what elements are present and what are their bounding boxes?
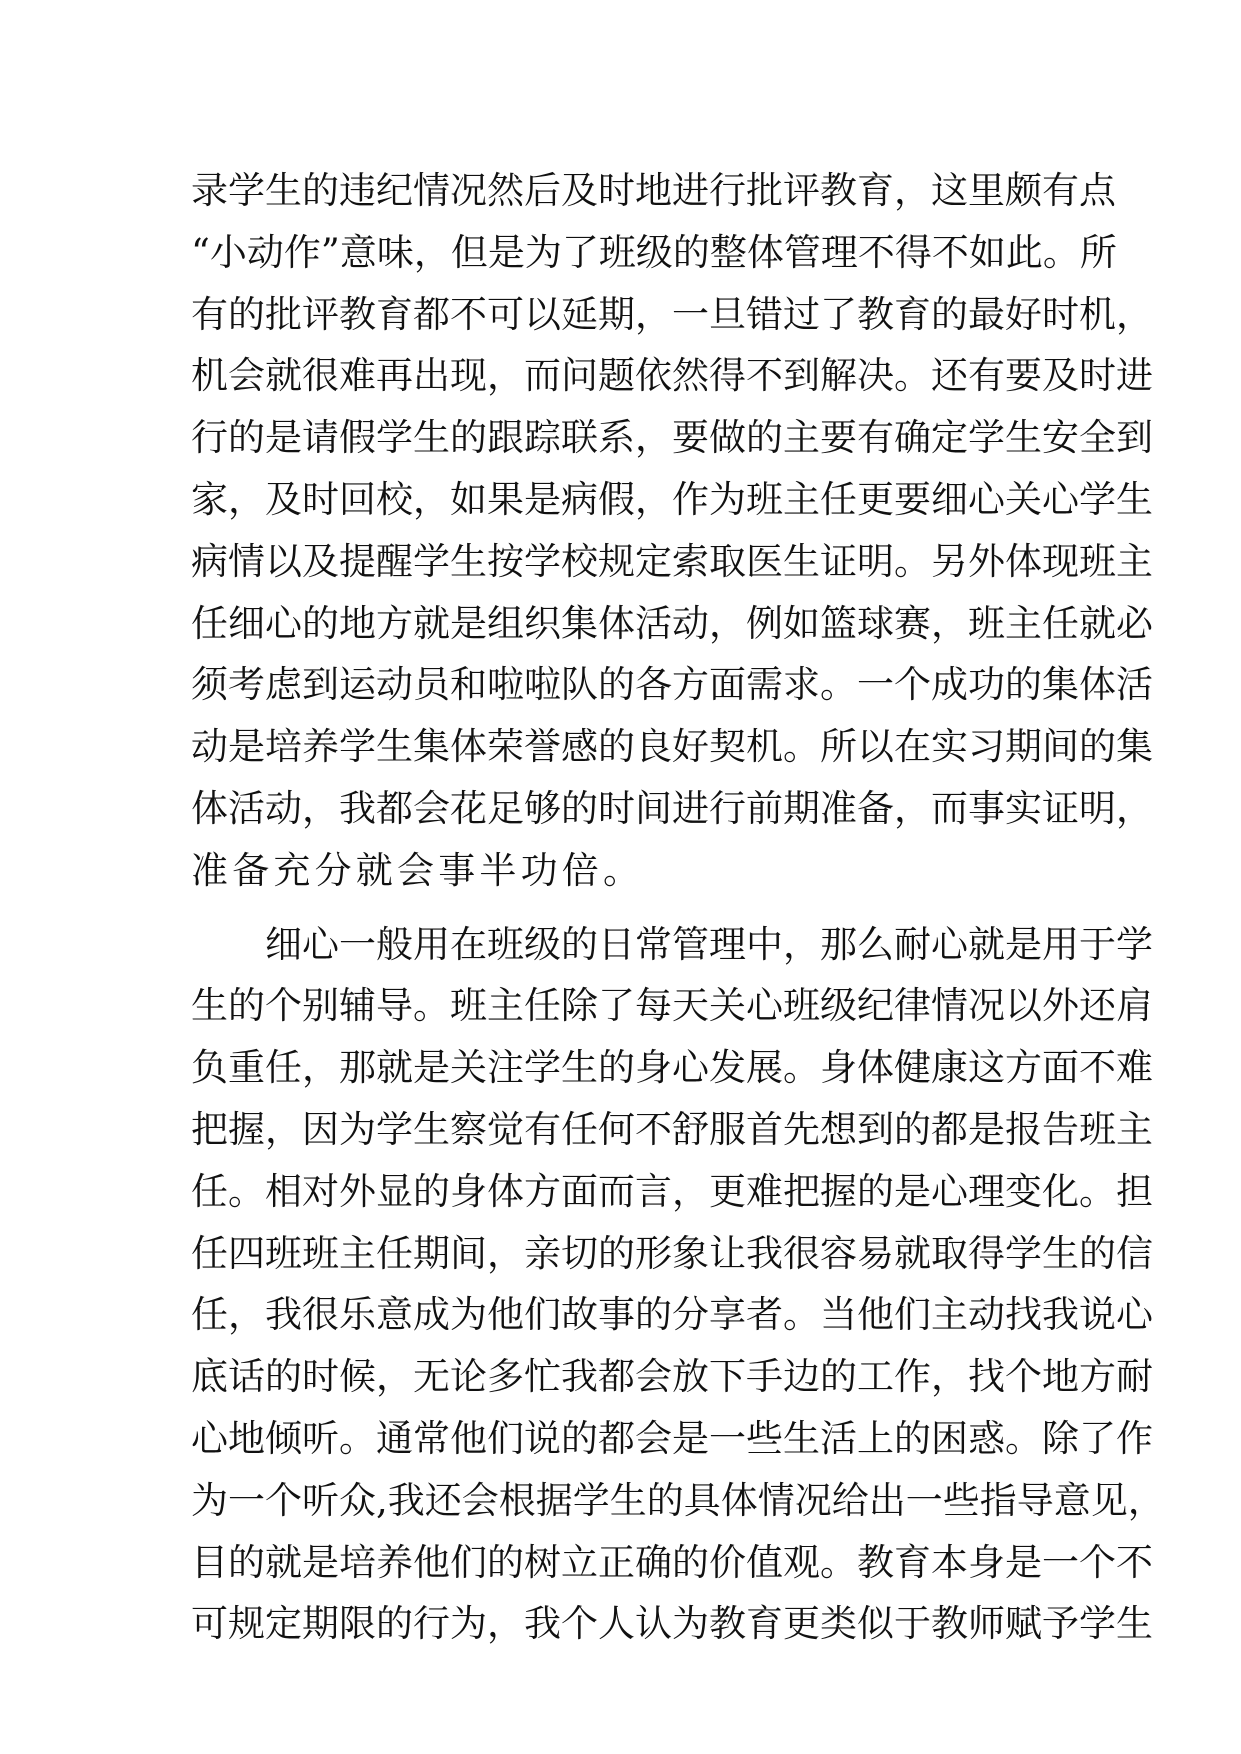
text-line: 病情以及提醒学生按学校规定索取医生证明。另外体现班主: [191, 539, 1153, 583]
paragraph-first-line: 细心一般用在班级的日常管理中，那么耐心就是用于学: [265, 922, 1153, 966]
text-line: 准备充分就会事半功倍。: [191, 848, 645, 892]
text-line: 动是培养学生集体荣誉感的良好契机。所以在实习期间的集: [191, 725, 1153, 769]
text-line: 任，我很乐意成为他们故事的分享者。当他们主动找我说心: [191, 1293, 1153, 1337]
text-line: “小动作”意味，但是为了班级的整体管理不得不如此。所: [191, 230, 1117, 274]
text-line: 体活动，我都会花足够的时间进行前期准备，而事实证明，: [191, 786, 1153, 830]
text-line: 目的就是培养他们的树立正确的价值观。教育本身是一个不: [191, 1540, 1153, 1584]
text-line: 为一个听众,我还会根据学生的具体情况给出一些指导意见，: [191, 1478, 1165, 1522]
text-line: 把握，因为学生察觉有任何不舒服首先想到的都是报告班主: [191, 1107, 1153, 1151]
text-line: 心地倾听。通常他们说的都会是一些生活上的困惑。除了作: [191, 1416, 1153, 1460]
text-line: 负重任，那就是关注学生的身心发展。身体健康这方面不难: [191, 1046, 1153, 1090]
paragraph-gap: [191, 902, 1061, 914]
text-line: 录学生的违纪情况然后及时地进行批评教育，这里颇有点: [191, 169, 1116, 212]
text-line: 底话的时候，无论多忙我都会放下手边的工作，找个地方耐: [191, 1355, 1153, 1399]
text-line: 须考虑到运动员和啦啦队的各方面需求。一个成功的集体活: [191, 663, 1153, 707]
text-line: 行的是请假学生的跟踪联系，要做的主要有确定学生安全到: [191, 416, 1153, 460]
text-line: 生的个别辅导。班主任除了每天关心班级纪律情况以外还肩: [191, 984, 1153, 1028]
text-line: 任四班班主任期间，亲切的形象让我很容易就取得学生的信: [191, 1231, 1153, 1275]
text-line: 机会就很难再出现，而问题依然得不到解决。还有要及时进: [191, 354, 1153, 398]
text-line: 可规定期限的行为，我个人认为教育更类似于教师赋予学生: [191, 1602, 1153, 1646]
text-line: 家，及时回校，如果是病假，作为班主任更要细心关心学生: [191, 477, 1153, 521]
text-line: 有的批评教育都不可以延期，一旦错过了教育的最好时机，: [191, 292, 1153, 336]
text-line: 任细心的地方就是组织集体活动，例如篮球赛，班主任就必: [191, 601, 1153, 645]
text-line: 任。相对外显的身体方面而言，更难把握的是心理变化。担: [191, 1169, 1153, 1213]
body-text: [191, 160, 1165, 1655]
